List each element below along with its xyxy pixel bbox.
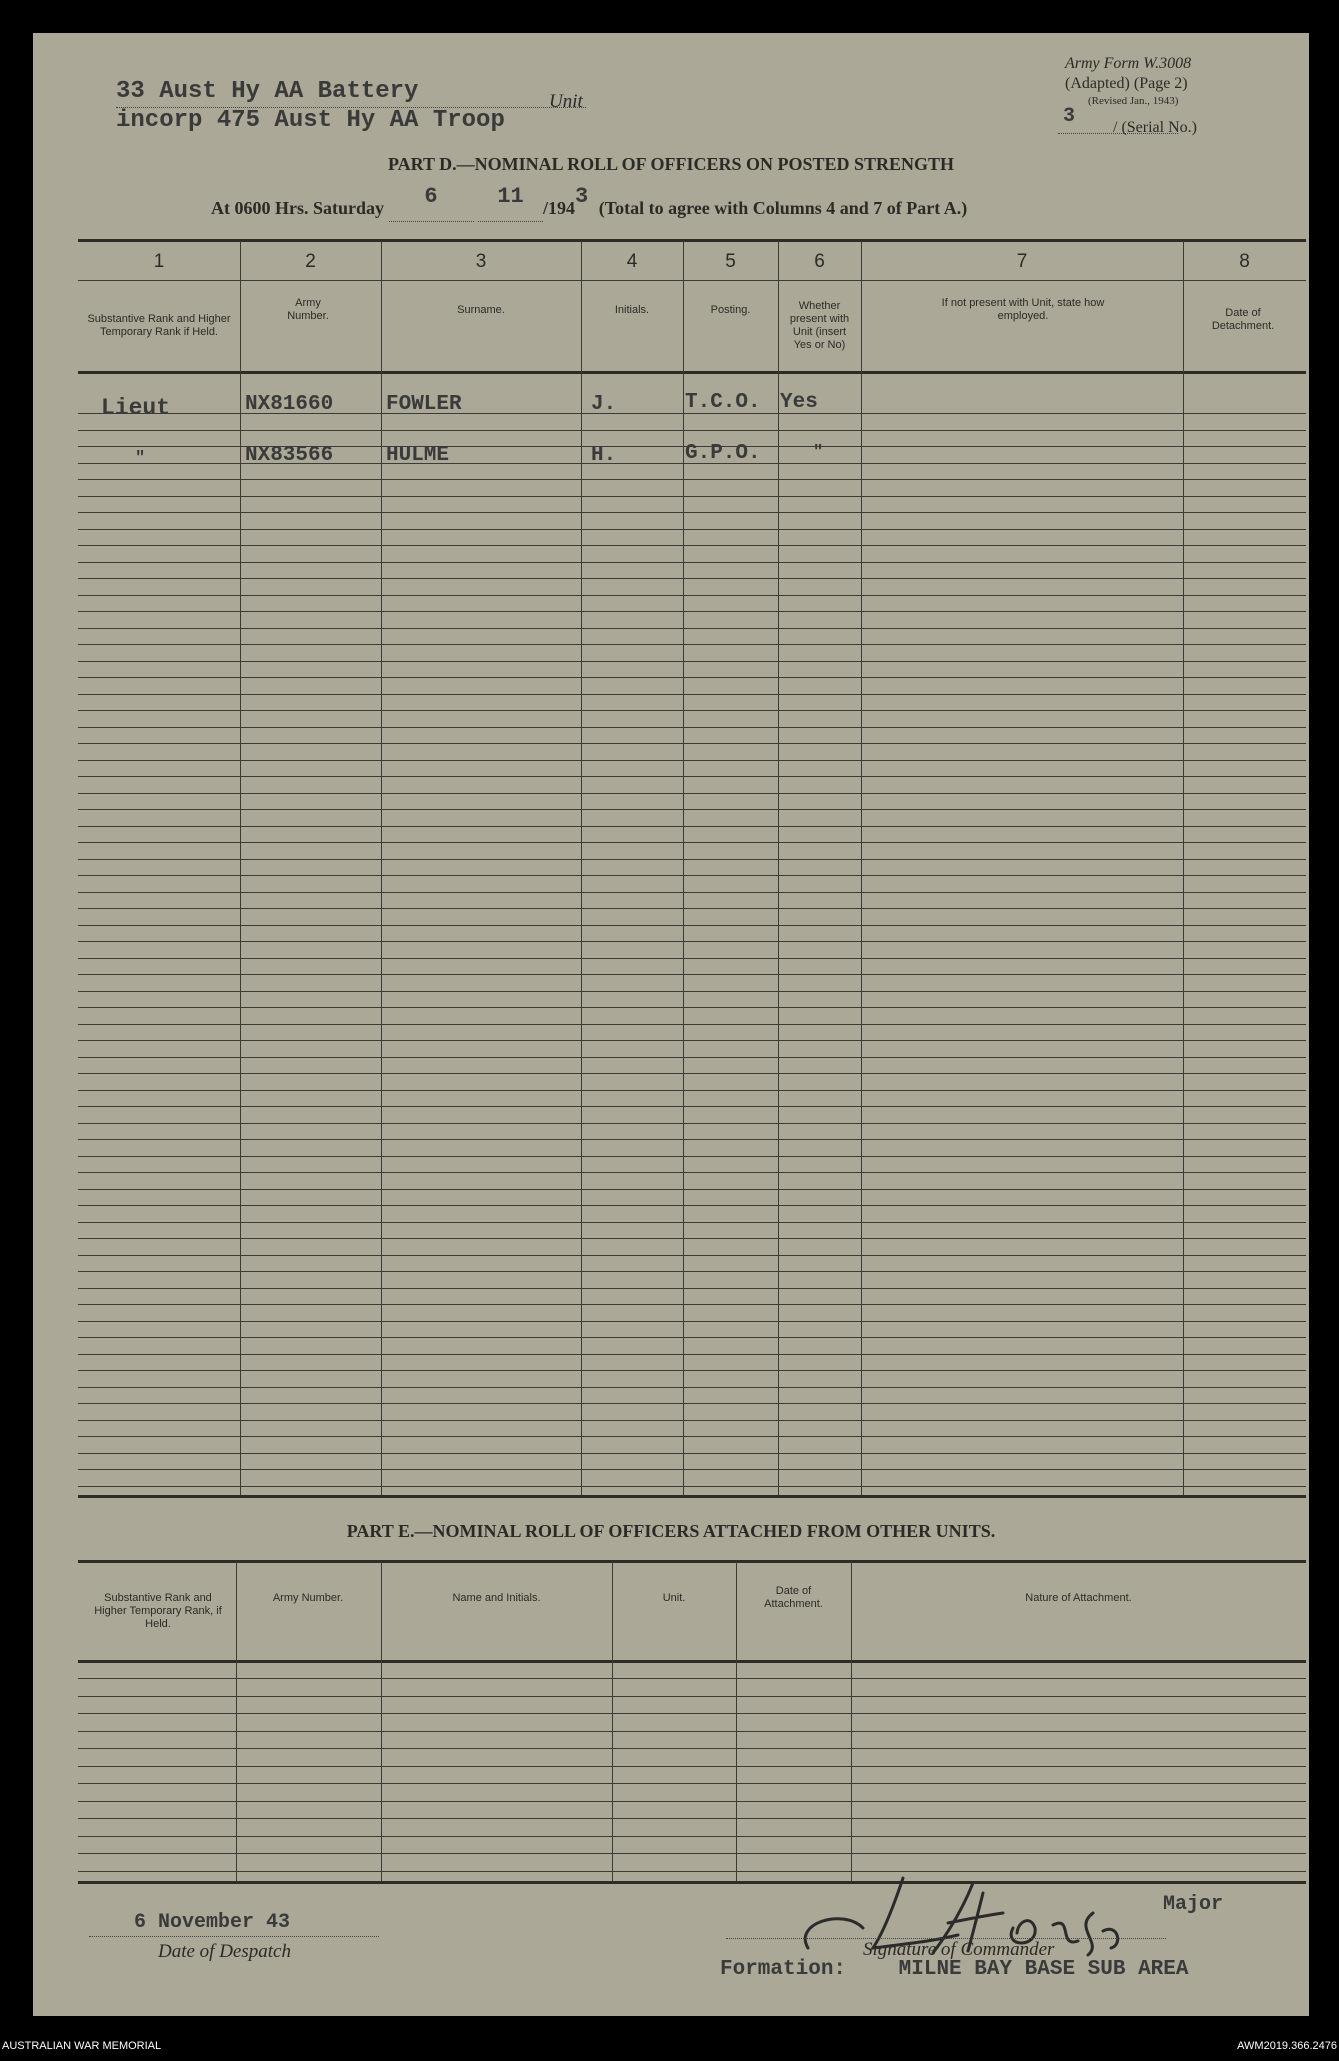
- form-name: Army Form W.3008: [1065, 55, 1192, 72]
- col-header-rank: Substantive Rank and Higher Temporary Rank if Held.: [87, 313, 231, 338]
- part-d-rule: [78, 1387, 1306, 1388]
- part-e-vline: [736, 1562, 737, 1881]
- part-d-rule: [78, 578, 1306, 579]
- part-d-rule: [78, 661, 1306, 662]
- part-e-rule: [78, 1836, 1306, 1837]
- part-e-title: PART E.—NOMINAL ROLL OF OFFICERS ATTACHED FROM OTHER UNITS.: [346, 1521, 996, 1541]
- part-d-rule: [78, 529, 1306, 530]
- date-year-prefix: /194: [543, 198, 576, 218]
- part-e-header-bottom: [78, 1660, 1306, 1663]
- total-note: (Total to agree with Columns 4 and 7 of Part A.): [598, 198, 968, 218]
- part-d-rule: [78, 941, 1306, 942]
- part-d-rule: [78, 479, 1306, 480]
- cell-rank: ": [135, 449, 146, 468]
- col-number: 3: [475, 251, 487, 272]
- part-d-rule: [78, 958, 1306, 959]
- cell-posting: G.P.O.: [685, 442, 761, 465]
- formation-label: Formation:: [720, 1958, 847, 1981]
- col-number: 6: [814, 251, 825, 272]
- part-d-rule: [78, 743, 1306, 744]
- cell-present: Yes: [780, 391, 818, 414]
- part-d-rule: [78, 562, 1306, 563]
- part-d-rule: [78, 1436, 1306, 1437]
- cell-posting: T.C.O.: [685, 391, 761, 414]
- signature-label: Signature of Commander: [863, 1939, 1055, 1960]
- part-e-rule: [78, 1748, 1306, 1749]
- part-d-rule: [78, 1321, 1306, 1322]
- col-header-army-number: Army Number.: [287, 297, 329, 322]
- despatch-dotted-line: [89, 1936, 379, 1937]
- part-d-rule: [78, 512, 1306, 513]
- part-d-rule: [78, 1024, 1306, 1025]
- cell-initials: H.: [591, 444, 617, 467]
- part-d-rule: [78, 875, 1306, 876]
- part-d-rule: [78, 1040, 1306, 1041]
- part-d-rule: [78, 1255, 1306, 1256]
- part-d-rule: [78, 1123, 1306, 1124]
- commander-rank: Major: [1163, 1893, 1224, 1916]
- col-number: 7: [1016, 251, 1028, 272]
- part-d-rule: [78, 1271, 1306, 1272]
- part-d-rule: [78, 1106, 1306, 1107]
- archive-footer: [0, 2026, 1339, 2061]
- part-d-rule: [78, 1238, 1306, 1239]
- part-e-rule: [78, 1696, 1306, 1697]
- e-header-nature: Nature of Attachment.: [1025, 1591, 1132, 1604]
- cell-surname: HULME: [386, 444, 450, 467]
- part-d-title: PART D.—NOMINAL ROLL OF OFFICERS ON POSTED STRENGTH: [387, 154, 955, 174]
- cell-army-number: NX83566: [245, 444, 334, 467]
- part-e-top-border: [78, 1560, 1306, 1563]
- e-header-date-attachment: Date of Attachment.: [764, 1585, 823, 1610]
- unit-line-1: 33 Aust Hy AA Battery: [116, 78, 419, 105]
- part-e-rule: [78, 1766, 1306, 1767]
- col-header-surname: Surname.: [457, 303, 505, 316]
- part-d-rule: [78, 908, 1306, 909]
- part-d-rule: [78, 1469, 1306, 1470]
- col-number: 4: [626, 251, 638, 272]
- e-header-rank: Substantive Rank and Higher Temporary Rank, if Held.: [94, 1591, 222, 1630]
- part-d-header-bottom: [78, 371, 1306, 374]
- part-d-rule: [78, 628, 1306, 629]
- part-d-rule: [78, 1073, 1306, 1074]
- despatch-label: Date of Despatch: [158, 1941, 291, 1962]
- form-sheet: [33, 33, 1309, 2016]
- part-d-rule: [78, 1370, 1306, 1371]
- col-header-employed: If not present with Unit, state how employed.: [941, 297, 1105, 322]
- part-d-rule: [78, 776, 1306, 777]
- e-header-army-number: Army Number.: [272, 1591, 344, 1604]
- part-d-rule: [78, 677, 1306, 678]
- part-d-rule: [78, 1172, 1306, 1173]
- cell-surname: FOWLER: [386, 393, 462, 416]
- part-e-rule: [78, 1731, 1306, 1732]
- part-d-rule: [78, 859, 1306, 860]
- part-d-rule: [78, 595, 1306, 596]
- part-d-rule: [78, 1403, 1306, 1404]
- part-d-rule: [78, 793, 1306, 794]
- unit-label: Unit: [549, 91, 583, 112]
- date-year-suffix: 3: [575, 184, 589, 209]
- col-number: 2: [305, 251, 316, 272]
- col-header-present: Whether present with Unit (insert Yes or No): [789, 300, 850, 351]
- e-header-unit: Unit.: [662, 1591, 686, 1604]
- part-d-colnum-divider: [78, 280, 1306, 281]
- part-d-rule: [78, 727, 1306, 728]
- part-d-rule: [78, 1354, 1306, 1355]
- col-header-posting: Posting.: [710, 303, 751, 316]
- form-adapted: (Adapted) (Page 2): [1065, 75, 1188, 92]
- unit-line-2: incorp 475 Aust Hy AA Troop: [116, 107, 505, 134]
- part-d-rule: [78, 430, 1306, 431]
- cell-present: ": [813, 443, 824, 462]
- part-d-rule: [78, 1288, 1306, 1289]
- part-d-top-border: [78, 239, 1306, 242]
- part-e-rule: [78, 1713, 1306, 1714]
- date-day: 6: [424, 184, 438, 209]
- at-text: At 0600 Hrs. Saturday: [211, 198, 385, 218]
- formation-line: [720, 1958, 1189, 1981]
- cell-army-number: NX81660: [245, 393, 334, 416]
- part-e-vline: [236, 1562, 237, 1881]
- col-number: 1: [153, 251, 165, 272]
- part-d-rule: [78, 496, 1306, 497]
- part-d-rule: [78, 1156, 1306, 1157]
- part-d-rule: [78, 826, 1306, 827]
- part-d-rule: [78, 1486, 1306, 1487]
- part-e-rule: [78, 1818, 1306, 1819]
- part-d-rule: [78, 611, 1306, 612]
- part-d-rule: [78, 1139, 1306, 1140]
- col-number: 8: [1239, 251, 1250, 272]
- part-d-rule: [78, 842, 1306, 843]
- part-d-rule: [78, 925, 1306, 926]
- part-d-rule: [78, 710, 1306, 711]
- formation-value: MILNE BAY BASE SUB AREA: [898, 1958, 1189, 1981]
- col-header-detachment: Date of Detachment.: [1211, 307, 1275, 332]
- part-d-rule: [78, 1222, 1306, 1223]
- footer-left: AUSTRALIAN WAR MEMORIAL: [2, 2040, 162, 2052]
- footer-right: AWM2019.366.2476: [1237, 2040, 1337, 2052]
- strength-date-line: [211, 184, 968, 222]
- part-d-rule: [78, 760, 1306, 761]
- part-d-rule: [78, 1090, 1306, 1091]
- part-d-rule: [78, 1007, 1306, 1008]
- part-d-rule: [78, 694, 1306, 695]
- form-revised: (Revised Jan., 1943): [1088, 95, 1179, 107]
- part-d-rule: [78, 1057, 1306, 1058]
- part-e-rule: [78, 1801, 1306, 1802]
- part-d-rule: [78, 991, 1306, 992]
- unit-dotted-line: [116, 107, 586, 108]
- part-d-bottom-border: [78, 1495, 1306, 1498]
- part-d-rule: [78, 1304, 1306, 1305]
- serial-value: 3: [1063, 105, 1076, 128]
- part-e-rule: [78, 1678, 1306, 1679]
- e-header-name-initials: Name and Initials.: [452, 1591, 541, 1604]
- part-d-rule: [78, 1453, 1306, 1454]
- col-header-initials: Initials.: [614, 303, 650, 316]
- part-d-rule: [78, 892, 1306, 893]
- part-d-rule: [78, 974, 1306, 975]
- date-month: 11: [497, 184, 524, 209]
- part-d-rule: [78, 1189, 1306, 1190]
- part-d-rule: [78, 644, 1306, 645]
- despatch-date: 6 November 43: [134, 1911, 291, 1934]
- part-e-rule: [78, 1783, 1306, 1784]
- part-d-rule: [78, 545, 1306, 546]
- cell-initials: J.: [591, 393, 617, 416]
- part-d-rule: [78, 1205, 1306, 1206]
- cell-rank: Lieut: [101, 395, 171, 421]
- part-d-rule: [78, 1337, 1306, 1338]
- serial-label: / (Serial No.): [1113, 119, 1197, 136]
- part-d-rule: [78, 809, 1306, 810]
- part-d-rule: [78, 1420, 1306, 1421]
- col-number: 5: [725, 251, 736, 272]
